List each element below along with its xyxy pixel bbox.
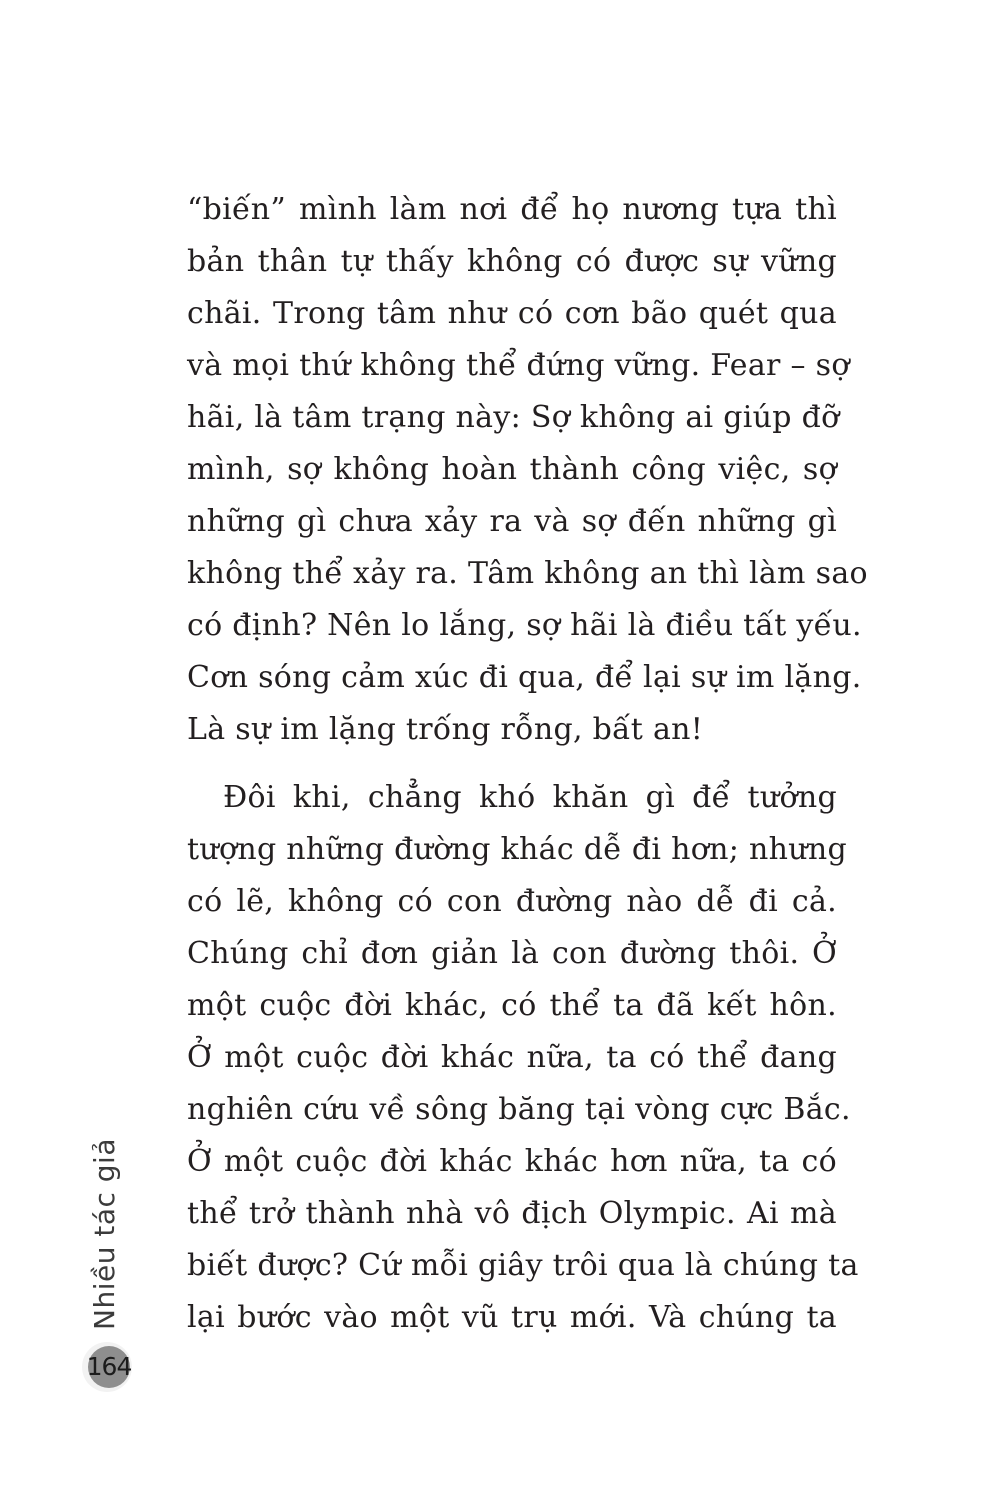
text-line: “biến” mình làm nơi để họ nương tựa thì <box>187 192 837 227</box>
text-line: thể trở thành nhà vô địch Olympic. Ai mà <box>187 1196 837 1231</box>
text-line: Ở một cuộc đời khác khác hơn nữa, ta có <box>187 1144 837 1179</box>
page-number: 164 <box>86 1352 132 1381</box>
text-line: chãi. Trong tâm như có cơn bão quét qua <box>187 296 837 331</box>
text-line: không thể xảy ra. Tâm không an thì làm sao <box>187 556 868 591</box>
author-label: Nhiều tác giả <box>88 1138 121 1330</box>
paragraph-2 <box>187 772 859 1344</box>
text-line: hãi, là tâm trạng này: Sợ không ai giúp đỡ <box>187 400 840 435</box>
text-line: Đôi khi, chẳng khó khăn gì để tưởng <box>223 780 837 815</box>
text-line: nghiên cứu về sông băng tại vòng cực Bắc. <box>187 1092 851 1127</box>
body-text <box>187 184 868 1344</box>
text-line: những gì chưa xảy ra và sợ đến những gì <box>187 504 837 539</box>
text-line: Là sự im lặng trống rỗng, bất an! <box>187 712 704 747</box>
text-line: một cuộc đời khác, có thể ta đã kết hôn. <box>187 988 837 1023</box>
text-line: Cơn sóng cảm xúc đi qua, để lại sự im lặng. <box>187 660 862 695</box>
text-line: biết được? Cứ mỗi giây trôi qua là chúng ta <box>187 1248 859 1283</box>
text-line: có lẽ, không có con đường nào dễ đi cả. <box>187 884 837 919</box>
text-line: có định? Nên lo lắng, sợ hãi là điều tất yếu. <box>187 608 862 643</box>
text-line: và mọi thứ không thể đứng vững. Fear – sợ <box>187 348 850 383</box>
page-number-badge <box>82 1342 132 1392</box>
text-line: Ở một cuộc đời khác nữa, ta có thể đang <box>187 1040 837 1075</box>
paragraph-1 <box>187 184 868 756</box>
text-line: mình, sợ không hoàn thành công việc, sợ <box>187 452 837 487</box>
text-line: Chúng chỉ đơn giản là con đường thôi. Ở <box>187 936 837 971</box>
text-line: bản thân tự thấy không có được sự vững <box>187 244 837 279</box>
text-line: tượng những đường khác dễ đi hơn; nhưng <box>187 832 847 867</box>
text-line: lại bước vào một vũ trụ mới. Và chúng ta <box>187 1300 837 1335</box>
